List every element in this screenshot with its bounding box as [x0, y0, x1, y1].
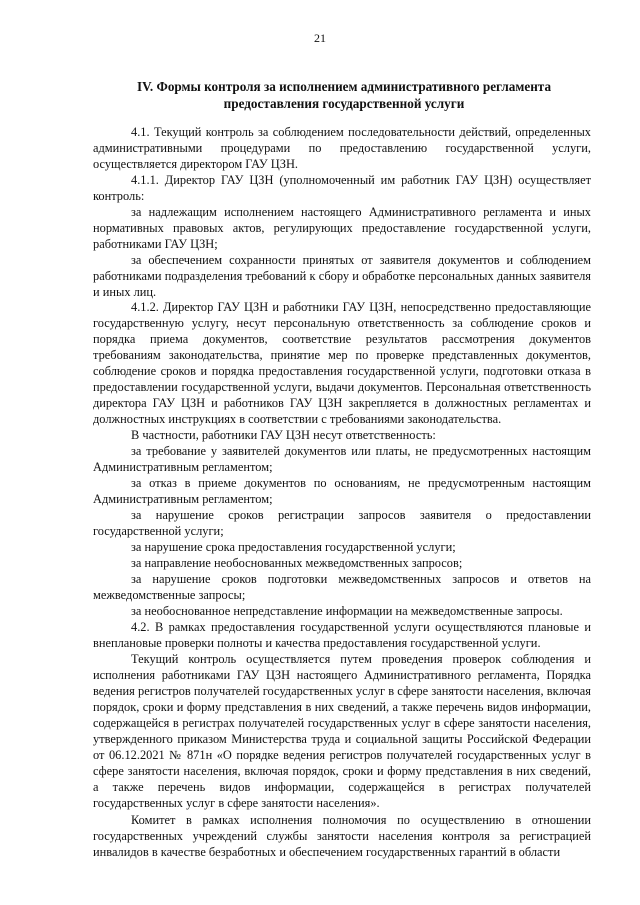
paragraph-responsibility-intro: В частности, работники ГАУ ЦЗН несут ответственность: [131, 428, 436, 443]
paragraph-responsibility-item-4: за нарушение срока предоставления государственной услуги; [131, 539, 456, 554]
paragraph-control-item-2: за обеспечением сохранности принятых от заявителя документов и соблюдением работниками подразделения требований к сбору и обработке персональных данных заявителя и иных лиц. [93, 252, 591, 299]
section-title [96, 78, 592, 112]
paragraph-4-1-1: 4.1.1. Директор ГАУ ЦЗН (уполномоченный им работник ГАУ ЦЗН) осуществляет контроль: [93, 172, 591, 203]
paragraph-4-2: 4.2. В рамках предоставления государственной услуги осуществляются плановые и внеплановые проверки полноты и качества предоставления государственной услуги. [93, 619, 591, 650]
document-body [93, 125, 591, 861]
paragraph-4-1: 4.1. Текущий контроль за соблюдением последовательности действий, определенных административными процедурами по предоставлению государственной услуги, осуществляется директором ГАУ ЦЗН. [93, 125, 591, 171]
paragraph-responsibility-item-6: за нарушение сроков подготовки межведомственных запросов и ответов на межведомственные запросы; [93, 571, 591, 602]
paragraph-responsibility-item-1: за требование у заявителей документов или платы, не предусмотренных настоящим Административным регламентом; [93, 444, 591, 475]
paragraph-4-1-2: 4.1.2. Директор ГАУ ЦЗН и работники ГАУ ЦЗН, непосредственно предоставляющие государственную услугу, несут персональную ответственность за соблюдение сроков и порядка приема документов, соответствие результатов рассмотрения документов требованиям законодательства, принятие мер по проверке представленных документов, соблюдение сроков и порядка предоставления государственной услуги, подготовки отказа в предоставлении государственной услуги, выдачи документов. Персональная ответственность директора ГАУ ЦЗН и работников ГАУ ЦЗН закрепляется в должностных регламентах и должностных инструкциях в соответствии с требованиями законодательства. [93, 300, 591, 427]
section-title-line-1: IV. Формы контроля за исполнением административного регламента [136, 79, 552, 94]
paragraph-committee: Комитет в рамках исполнения полномочия по осуществлению в отношении государственных учреждений службы занятости населения контроля за регистрацией инвалидов в качестве безработных и обеспечением государственных гарантий в области [93, 812, 591, 859]
page-number: 21 [314, 31, 326, 45]
paragraph-control-item-1: за надлежащим исполнением настоящего Административного регламента и иных нормативных правовых актов, регулирующих предоставление государственной услуги, работниками ГАУ ЦЗН; [93, 204, 591, 251]
paragraph-responsibility-item-3: за нарушение сроков регистрации запросов заявителя о предоставлении государственной услуги; [93, 507, 591, 538]
paragraph-responsibility-item-2: за отказ в приеме документов по основаниям, не предусмотренным настоящим Административным регламентом; [93, 475, 591, 506]
section-title-line-2: предоставления государственной услуги [223, 96, 465, 111]
paragraph-responsibility-item-7: за необоснованное непредставление информации на межведомственные запросы. [131, 603, 563, 618]
paragraph-current-control: Текущий контроль осуществляется путем проведения проверок соблюдения и исполнения работниками ГАУ ЦЗН настоящего Административного регламента, Порядка ведения регистров получателей государственных услуг в сфере занятости населения, включая порядок, сроки и форму представления в них сведений, а также перечень видов информации, содержащейся в регистрах получателей государственных услуг в сфере занятости населения, утвержденного приказом Министерства труда и социальной защиты Российской Федерации от 06.12.2021 № 871н «О порядке ведения регистров получателей государственных услуг в сфере занятости населения, включая порядок, сроки и форму представления в них сведений, а также перечень видов информации, содержащейся в регистрах получателей государственных услуг в сфере занятости населения». [93, 652, 591, 811]
paragraph-responsibility-item-5: за направление необоснованных межведомственных запросов; [131, 555, 463, 570]
